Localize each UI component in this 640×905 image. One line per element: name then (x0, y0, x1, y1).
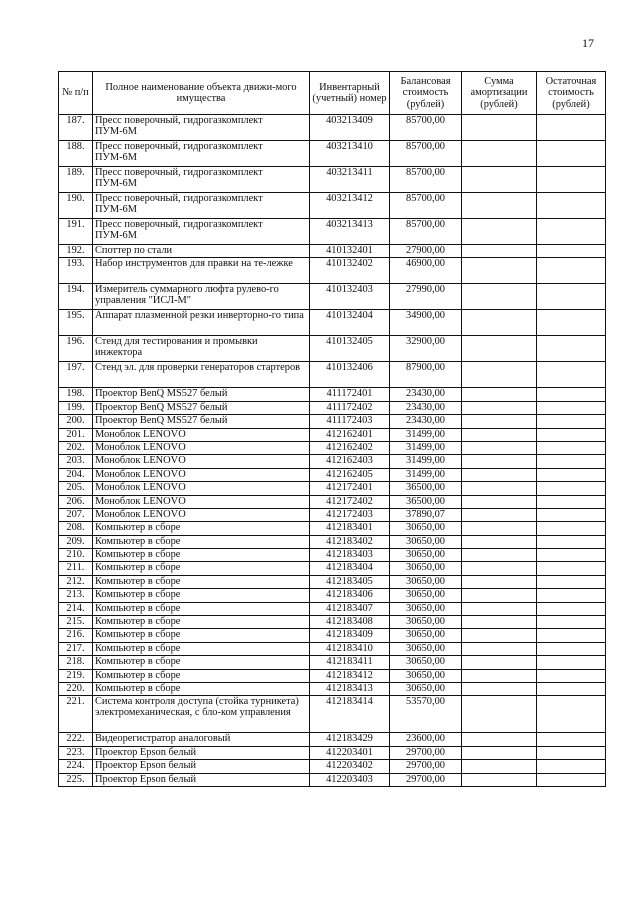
residual-cell (537, 562, 606, 575)
inventory-number: 410132402 (310, 258, 390, 284)
table-row (59, 245, 606, 258)
row-number: 205. (59, 482, 93, 495)
residual-cell (537, 401, 606, 414)
header-name: Полное наименование объекта движи-мого имущества (93, 72, 310, 115)
item-name: Компьютер в сборе (93, 575, 310, 588)
item-name: Моноблок LENOVO (93, 508, 310, 521)
amortization-cell (462, 141, 537, 167)
table-row (59, 428, 606, 441)
item-name: Проектор Epson белый (93, 760, 310, 773)
inventory-number: 412172403 (310, 508, 390, 521)
table-row (59, 310, 606, 336)
amortization-cell (462, 336, 537, 362)
residual-cell (537, 535, 606, 548)
table-row (59, 455, 606, 468)
balance-cost: 23430,00 (390, 415, 462, 428)
row-number: 197. (59, 362, 93, 388)
residual-cell (537, 193, 606, 219)
amortization-cell (462, 388, 537, 401)
inventory-number: 412172402 (310, 495, 390, 508)
item-name: Компьютер в сборе (93, 589, 310, 602)
residual-cell (537, 284, 606, 310)
item-name: Компьютер в сборе (93, 602, 310, 615)
row-number: 217. (59, 642, 93, 655)
row-number: 212. (59, 575, 93, 588)
inventory-number: 403213410 (310, 141, 390, 167)
item-name: Проектор Epson белый (93, 773, 310, 786)
table-row (59, 696, 606, 733)
balance-cost: 31499,00 (390, 428, 462, 441)
row-number: 224. (59, 760, 93, 773)
amortization-cell (462, 562, 537, 575)
balance-cost: 85700,00 (390, 167, 462, 193)
residual-cell (537, 219, 606, 245)
inventory-number: 403213409 (310, 115, 390, 141)
amortization-cell (462, 495, 537, 508)
row-number: 215. (59, 616, 93, 629)
item-name: Моноблок LENOVO (93, 455, 310, 468)
residual-cell (537, 656, 606, 669)
table-row (59, 415, 606, 428)
amortization-cell (462, 629, 537, 642)
item-name: Стенд для тестирования и промывки инжектора (93, 336, 310, 362)
residual-cell (537, 746, 606, 759)
inventory-number: 412203403 (310, 773, 390, 786)
row-number: 190. (59, 193, 93, 219)
item-name: Проектор Epson белый (93, 746, 310, 759)
balance-cost: 36500,00 (390, 495, 462, 508)
balance-cost: 30650,00 (390, 629, 462, 642)
inventory-number: 411172401 (310, 388, 390, 401)
item-name: Компьютер в сборе (93, 629, 310, 642)
row-number: 195. (59, 310, 93, 336)
inventory-number: 412183413 (310, 682, 390, 695)
balance-cost: 46900,00 (390, 258, 462, 284)
table-row (59, 258, 606, 284)
header-residual-cost: Остаточная стоимость (рублей) (537, 72, 606, 115)
row-number: 187. (59, 115, 93, 141)
header-balance-cost: Балансовая стоимость (рублей) (390, 72, 462, 115)
inventory-number: 412183429 (310, 733, 390, 746)
inventory-number: 411172403 (310, 415, 390, 428)
amortization-cell (462, 696, 537, 733)
amortization-cell (462, 455, 537, 468)
row-number: 220. (59, 682, 93, 695)
table-row (59, 575, 606, 588)
inventory-number: 410132404 (310, 310, 390, 336)
inventory-number: 410132401 (310, 245, 390, 258)
row-number: 211. (59, 562, 93, 575)
table-row (59, 482, 606, 495)
balance-cost: 85700,00 (390, 219, 462, 245)
inventory-number: 403213411 (310, 167, 390, 193)
amortization-cell (462, 245, 537, 258)
amortization-cell (462, 362, 537, 388)
table-row (59, 522, 606, 535)
inventory-number: 412183410 (310, 642, 390, 655)
row-number: 216. (59, 629, 93, 642)
table-row (59, 760, 606, 773)
inventory-number: 412203402 (310, 760, 390, 773)
amortization-cell (462, 167, 537, 193)
amortization-cell (462, 508, 537, 521)
inventory-number: 410132403 (310, 284, 390, 310)
amortization-cell (462, 589, 537, 602)
item-name: Моноблок LENOVO (93, 428, 310, 441)
item-name: Пресс поверочный, гидрогазкомплект ПУМ-6М (93, 167, 310, 193)
residual-cell (537, 415, 606, 428)
table-row (59, 549, 606, 562)
amortization-cell (462, 522, 537, 535)
residual-cell (537, 616, 606, 629)
row-number: 201. (59, 428, 93, 441)
table-row (59, 508, 606, 521)
residual-cell (537, 669, 606, 682)
table-header-row (59, 72, 606, 115)
residual-cell (537, 549, 606, 562)
balance-cost: 31499,00 (390, 468, 462, 481)
residual-cell (537, 115, 606, 141)
table-row (59, 656, 606, 669)
balance-cost: 27990,00 (390, 284, 462, 310)
inventory-number: 412183401 (310, 522, 390, 535)
balance-cost: 30650,00 (390, 589, 462, 602)
row-number: 203. (59, 455, 93, 468)
item-name: Пресс поверочный, гидрогазкомплект ПУМ-6М (93, 219, 310, 245)
table-row (59, 669, 606, 682)
row-number: 214. (59, 602, 93, 615)
amortization-cell (462, 415, 537, 428)
table-row (59, 193, 606, 219)
amortization-cell (462, 115, 537, 141)
row-number: 202. (59, 441, 93, 454)
table-row (59, 495, 606, 508)
item-name: Компьютер в сборе (93, 522, 310, 535)
amortization-cell (462, 616, 537, 629)
row-number: 218. (59, 656, 93, 669)
balance-cost: 23600,00 (390, 733, 462, 746)
row-number: 213. (59, 589, 93, 602)
row-number: 200. (59, 415, 93, 428)
item-name: Компьютер в сборе (93, 549, 310, 562)
inventory-number: 412183408 (310, 616, 390, 629)
item-name: Пресс поверочный, гидрогазкомплект ПУМ-6М (93, 115, 310, 141)
residual-cell (537, 602, 606, 615)
row-number: 204. (59, 468, 93, 481)
balance-cost: 30650,00 (390, 602, 462, 615)
table-row (59, 629, 606, 642)
item-name: Моноблок LENOVO (93, 495, 310, 508)
balance-cost: 37890,07 (390, 508, 462, 521)
amortization-cell (462, 468, 537, 481)
inventory-number: 412183406 (310, 589, 390, 602)
balance-cost: 53570,00 (390, 696, 462, 733)
inventory-number: 410132405 (310, 336, 390, 362)
header-amortization: Сумма амортизации (рублей) (462, 72, 537, 115)
residual-cell (537, 362, 606, 388)
item-name: Компьютер в сборе (93, 642, 310, 655)
item-name: Компьютер в сборе (93, 682, 310, 695)
amortization-cell (462, 193, 537, 219)
inventory-number: 412162405 (310, 468, 390, 481)
balance-cost: 30650,00 (390, 522, 462, 535)
item-name: Компьютер в сборе (93, 616, 310, 629)
inventory-number: 412183402 (310, 535, 390, 548)
inventory-number: 412162401 (310, 428, 390, 441)
residual-cell (537, 388, 606, 401)
residual-cell (537, 167, 606, 193)
item-name: Моноблок LENOVO (93, 468, 310, 481)
item-name: Проектор BenQ MS527 белый (93, 388, 310, 401)
table-row (59, 115, 606, 141)
item-name: Измеритель суммарного люфта рулево-го управления "ИСЛ-М" (93, 284, 310, 310)
row-number: 196. (59, 336, 93, 362)
residual-cell (537, 522, 606, 535)
inventory-number: 412183407 (310, 602, 390, 615)
amortization-cell (462, 575, 537, 588)
inventory-table (58, 71, 606, 787)
row-number: 192. (59, 245, 93, 258)
inventory-number: 410132406 (310, 362, 390, 388)
amortization-cell (462, 258, 537, 284)
balance-cost: 87900,00 (390, 362, 462, 388)
inventory-number: 412203401 (310, 746, 390, 759)
residual-cell (537, 508, 606, 521)
row-number: 207. (59, 508, 93, 521)
balance-cost: 30650,00 (390, 549, 462, 562)
amortization-cell (462, 482, 537, 495)
balance-cost: 29700,00 (390, 760, 462, 773)
balance-cost: 29700,00 (390, 773, 462, 786)
residual-cell (537, 642, 606, 655)
inventory-number: 411172402 (310, 401, 390, 414)
amortization-cell (462, 441, 537, 454)
balance-cost: 85700,00 (390, 141, 462, 167)
amortization-cell (462, 669, 537, 682)
balance-cost: 30650,00 (390, 616, 462, 629)
table-row (59, 141, 606, 167)
table-row (59, 468, 606, 481)
table-row (59, 642, 606, 655)
amortization-cell (462, 760, 537, 773)
inventory-number: 403213412 (310, 193, 390, 219)
residual-cell (537, 310, 606, 336)
residual-cell (537, 336, 606, 362)
table-row (59, 589, 606, 602)
row-number: 209. (59, 535, 93, 548)
row-number: 194. (59, 284, 93, 310)
inventory-number: 412162402 (310, 441, 390, 454)
amortization-cell (462, 602, 537, 615)
residual-cell (537, 495, 606, 508)
table-row (59, 682, 606, 695)
residual-cell (537, 258, 606, 284)
balance-cost: 27900,00 (390, 245, 462, 258)
item-name: Проектор BenQ MS527 белый (93, 415, 310, 428)
table-row (59, 441, 606, 454)
item-name: Компьютер в сборе (93, 562, 310, 575)
item-name: Система контроля доступа (стойка турникета) электромеханическая, с бло-ком управления (93, 696, 310, 733)
table-row (59, 733, 606, 746)
item-name: Моноблок LENOVO (93, 482, 310, 495)
balance-cost: 30650,00 (390, 535, 462, 548)
row-number: 206. (59, 495, 93, 508)
amortization-cell (462, 682, 537, 695)
inventory-number: 412183403 (310, 549, 390, 562)
amortization-cell (462, 219, 537, 245)
header-inventory-number: Инвентарный (учетный) номер (310, 72, 390, 115)
amortization-cell (462, 549, 537, 562)
inventory-number: 412172401 (310, 482, 390, 495)
item-name: Споттер по стали (93, 245, 310, 258)
table-row (59, 562, 606, 575)
inventory-number: 412183405 (310, 575, 390, 588)
row-number: 222. (59, 733, 93, 746)
row-number: 225. (59, 773, 93, 786)
balance-cost: 31499,00 (390, 455, 462, 468)
balance-cost: 30650,00 (390, 642, 462, 655)
row-number: 221. (59, 696, 93, 733)
item-name: Компьютер в сборе (93, 656, 310, 669)
amortization-cell (462, 401, 537, 414)
table-row (59, 388, 606, 401)
residual-cell (537, 589, 606, 602)
residual-cell (537, 760, 606, 773)
amortization-cell (462, 733, 537, 746)
amortization-cell (462, 773, 537, 786)
balance-cost: 85700,00 (390, 115, 462, 141)
page-number: 17 (582, 36, 594, 50)
residual-cell (537, 575, 606, 588)
residual-cell (537, 441, 606, 454)
row-number: 219. (59, 669, 93, 682)
item-name: Аппарат плазменной резки инверторно-го типа (93, 310, 310, 336)
item-name: Компьютер в сборе (93, 535, 310, 548)
row-number: 193. (59, 258, 93, 284)
residual-cell (537, 773, 606, 786)
amortization-cell (462, 284, 537, 310)
amortization-cell (462, 310, 537, 336)
inventory-number: 412183412 (310, 669, 390, 682)
residual-cell (537, 733, 606, 746)
row-number: 188. (59, 141, 93, 167)
table-row (59, 602, 606, 615)
row-number: 208. (59, 522, 93, 535)
inventory-number: 412183404 (310, 562, 390, 575)
residual-cell (537, 245, 606, 258)
residual-cell (537, 428, 606, 441)
inventory-number: 412183409 (310, 629, 390, 642)
amortization-cell (462, 656, 537, 669)
row-number: 199. (59, 401, 93, 414)
residual-cell (537, 482, 606, 495)
balance-cost: 29700,00 (390, 746, 462, 759)
inventory-number: 412183411 (310, 656, 390, 669)
header-num: № п/п (59, 72, 93, 115)
item-name: Видеорегистратор аналоговый (93, 733, 310, 746)
inventory-number: 412162403 (310, 455, 390, 468)
item-name: Моноблок LENOVO (93, 441, 310, 454)
table-row (59, 284, 606, 310)
balance-cost: 23430,00 (390, 401, 462, 414)
table-row (59, 773, 606, 786)
table-row (59, 535, 606, 548)
table-row (59, 616, 606, 629)
balance-cost: 30650,00 (390, 669, 462, 682)
item-name: Набор инструментов для правки на те-лежке (93, 258, 310, 284)
table-row (59, 167, 606, 193)
item-name: Пресс поверочный, гидрогазкомплект ПУМ-6М (93, 193, 310, 219)
residual-cell (537, 682, 606, 695)
amortization-cell (462, 642, 537, 655)
item-name: Стенд эл. для проверки генераторов стартеров (93, 362, 310, 388)
balance-cost: 30650,00 (390, 575, 462, 588)
balance-cost: 30650,00 (390, 656, 462, 669)
balance-cost: 31499,00 (390, 441, 462, 454)
balance-cost: 23430,00 (390, 388, 462, 401)
table-row (59, 219, 606, 245)
table-row (59, 362, 606, 388)
item-name: Компьютер в сборе (93, 669, 310, 682)
row-number: 191. (59, 219, 93, 245)
table-row (59, 746, 606, 759)
balance-cost: 30650,00 (390, 682, 462, 695)
table-row (59, 401, 606, 414)
inventory-number: 412183414 (310, 696, 390, 733)
inventory-number: 403213413 (310, 219, 390, 245)
residual-cell (537, 455, 606, 468)
amortization-cell (462, 428, 537, 441)
row-number: 210. (59, 549, 93, 562)
amortization-cell (462, 746, 537, 759)
residual-cell (537, 141, 606, 167)
balance-cost: 85700,00 (390, 193, 462, 219)
row-number: 189. (59, 167, 93, 193)
balance-cost: 30650,00 (390, 562, 462, 575)
balance-cost: 32900,00 (390, 336, 462, 362)
balance-cost: 36500,00 (390, 482, 462, 495)
residual-cell (537, 696, 606, 733)
residual-cell (537, 468, 606, 481)
balance-cost: 34900,00 (390, 310, 462, 336)
row-number: 223. (59, 746, 93, 759)
table-row (59, 336, 606, 362)
item-name: Пресс поверочный, гидрогазкомплект ПУМ-6М (93, 141, 310, 167)
row-number: 198. (59, 388, 93, 401)
amortization-cell (462, 535, 537, 548)
residual-cell (537, 629, 606, 642)
item-name: Проектор BenQ MS527 белый (93, 401, 310, 414)
